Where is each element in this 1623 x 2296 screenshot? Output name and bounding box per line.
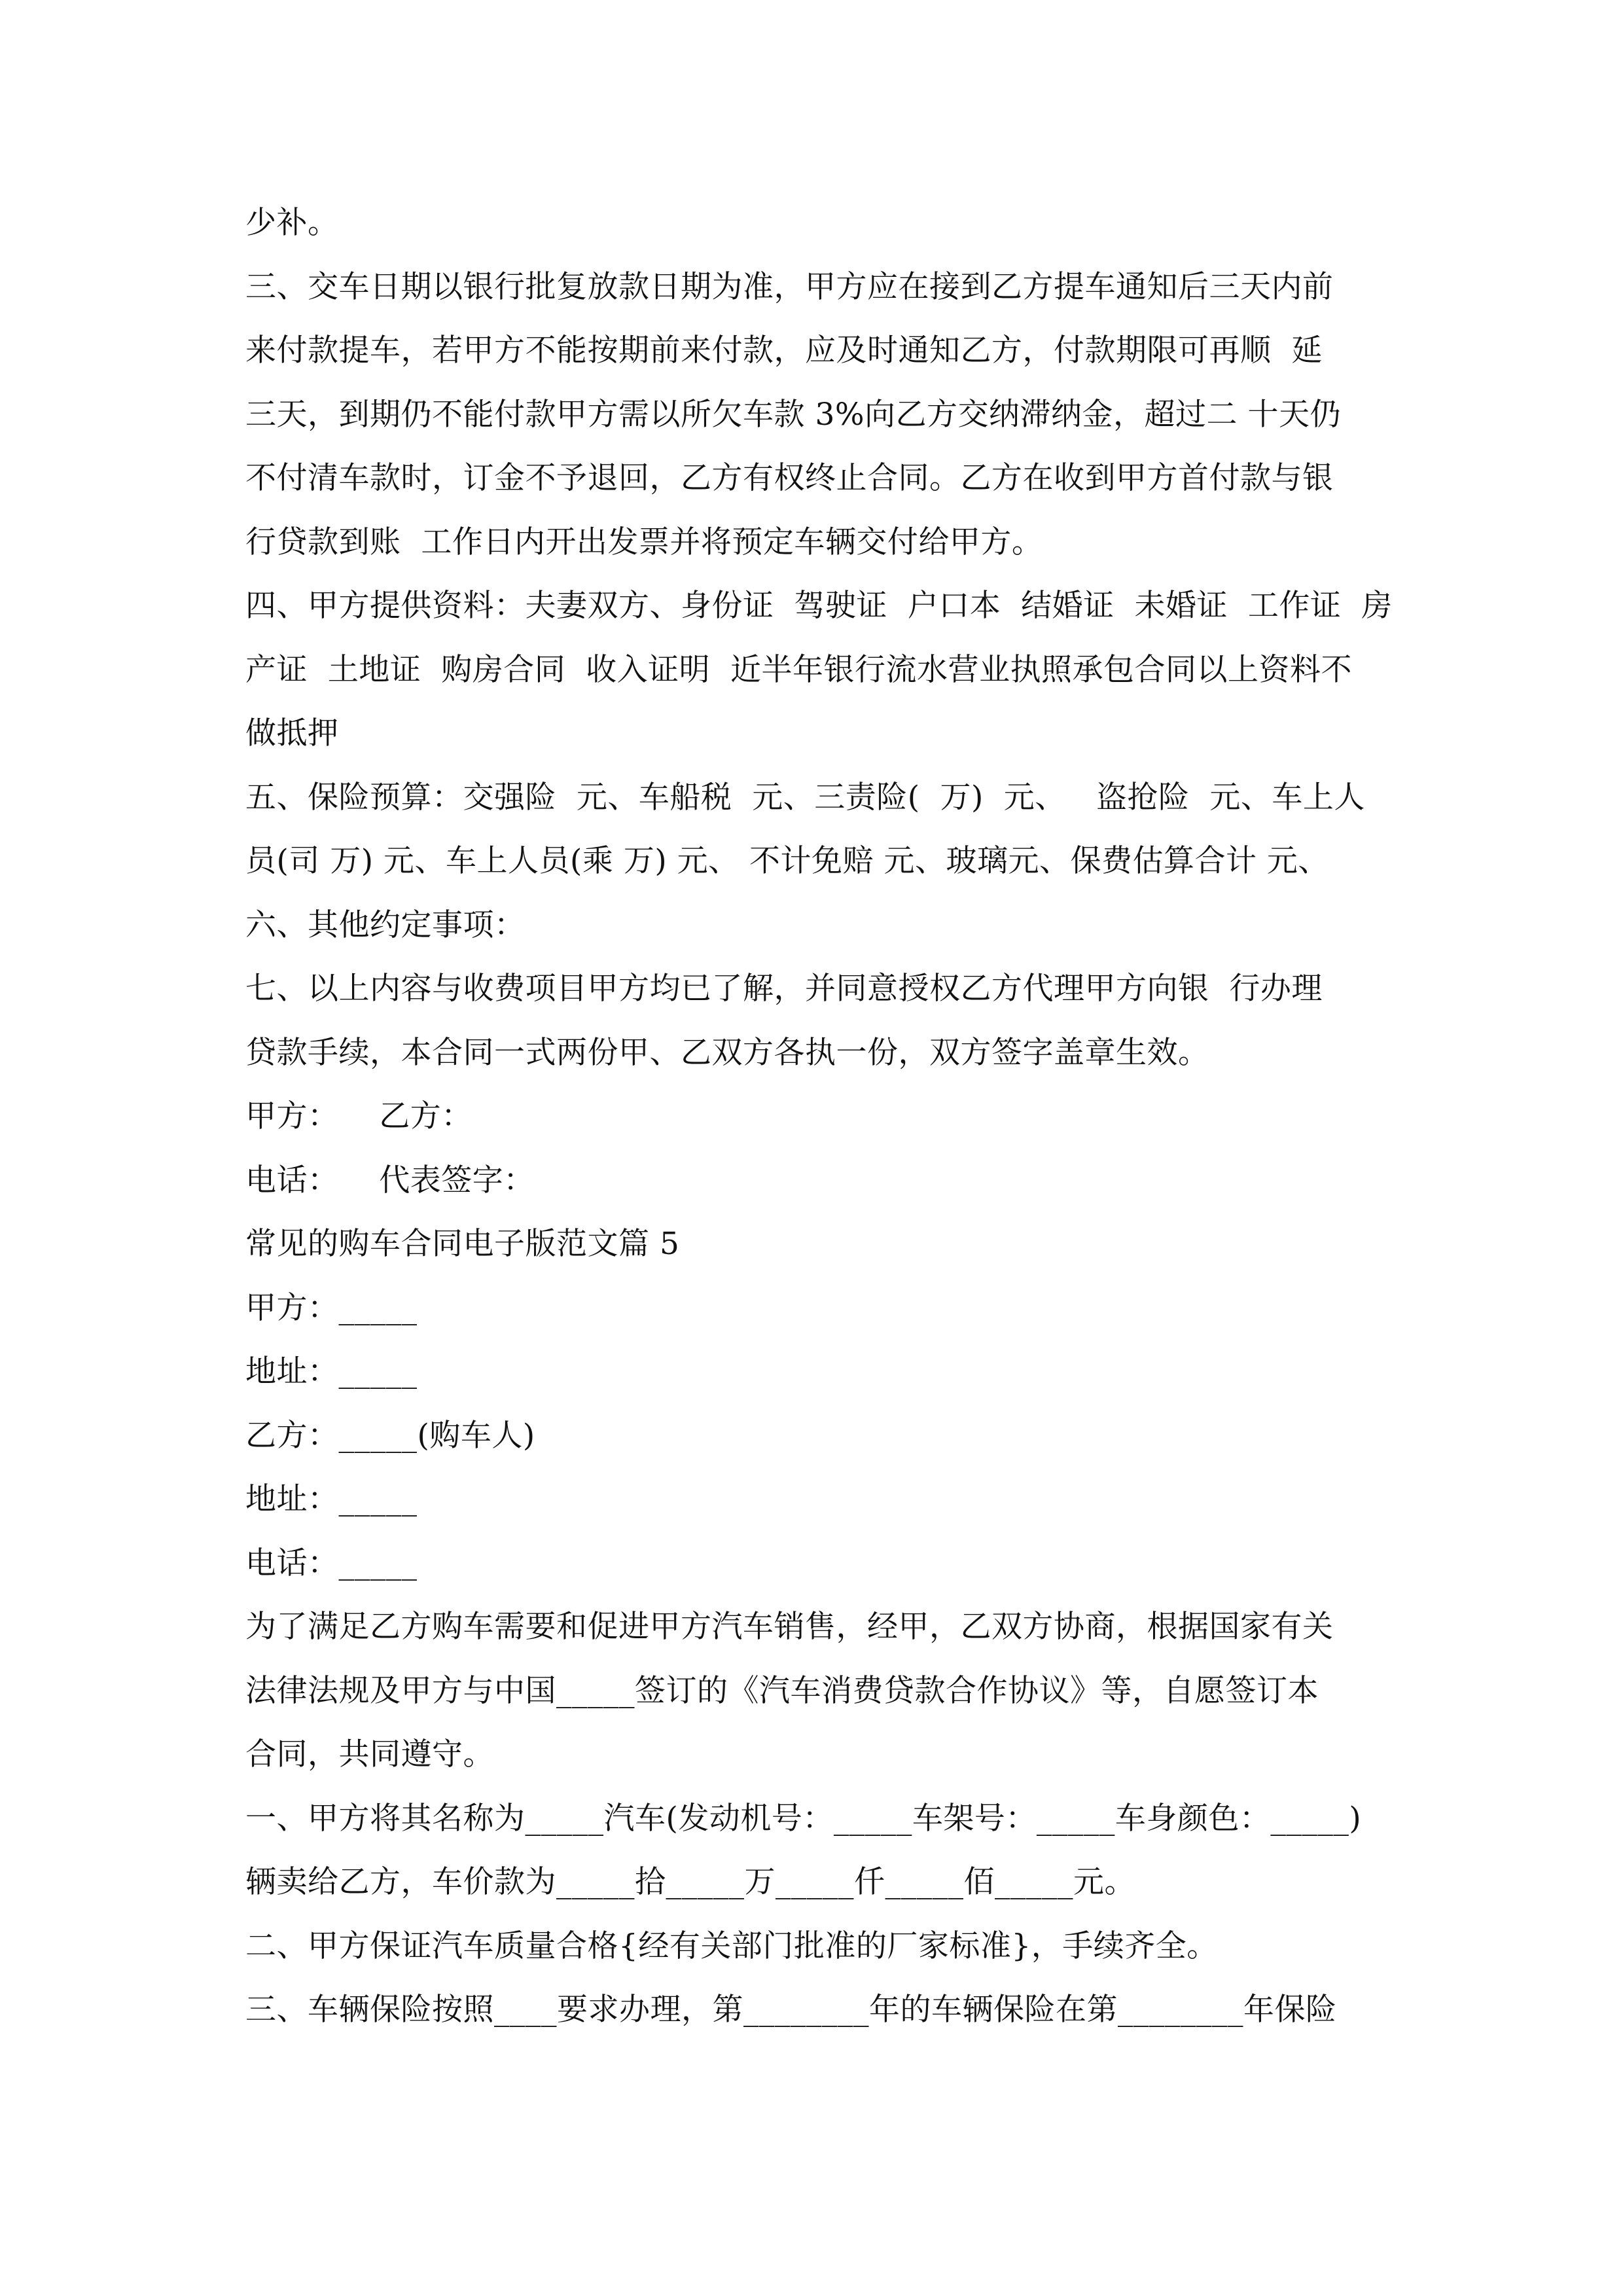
document-body [245,191,1393,2042]
text-line: 法律法规及甲方与中国_____签订的《汽车消费贷款合作协议》等，自愿签订本 [245,1672,1319,1709]
text-line: 四、甲方提供资料：夫妻双方、身份证 驾驶证 户口本 结婚证 未婚证 工作证 房 [245,588,1393,624]
text-line: 行贷款到账 工作日内开出发票并将预定车辆交付给甲方。 [245,524,1043,560]
text-line: 不付清车款时，订金不予退回，乙方有权终止合同。乙方在收到甲方首付款与银 [245,460,1334,496]
text-line: 电话： 代表签字： [245,1162,535,1198]
text-line: 地址：_____ [245,1481,418,1517]
text-line: 贷款手续，本合同一式两份甲、乙双方各执一份，双方签字盖章生效。 [245,1034,1209,1071]
text-line: 五、保险预算：交强险 元、车船税 元、三责险( 万) 元、 盗抢险 元、车上人 [245,779,1365,816]
text-line: 做抵押 [245,715,339,751]
text-line: 乙方：_____(购车人) [245,1417,535,1454]
text-line: 二、甲方保证汽车质量合格{经有关部门批准的厂家标准}，手续齐全。 [245,1928,1218,1964]
text-line: 为了满足乙方购车需要和促进甲方汽车销售，经甲，乙双方协商，根据国家有关 [245,1609,1334,1645]
text-line: 产证 土地证 购房合同 收入证明 近半年银行流水营业执照承包合同以上资料不 [245,651,1353,688]
text-line: 三、车辆保险按照____要求办理，第________年的车辆保险在第________年保险 [245,1992,1337,2028]
text-line: 电话：_____ [245,1545,418,1581]
text-line: 员(司 万) 元、车上人员(乘 万) 元、 不计免赔 元、玻璃元、保费估算合计 元、 [245,843,1329,879]
text-line: 合同，共同遵守。 [245,1736,494,1772]
text-line: 来付款提车，若甲方不能按期前来付款，应及时通知乙方，付款期限可再顺 延 [245,332,1323,368]
text-line: 甲方： 乙方： [245,1098,473,1134]
section-heading: 常见的购车合同电子版范文篇 5 [245,1226,680,1262]
text-line: 六、其他约定事项： [245,906,526,943]
text-line: 一、甲方将其名称为_____汽车(发动机号：_____车架号：_____车身颜色：_____) [245,1800,1362,1837]
text-line: 三天，到期仍不能付款甲方需以所欠车款 3%向乙方交纳滞纳金，超过二 十天仍 [245,396,1341,433]
text-line: 七、以上内容与收费项目甲方均已了解，并同意授权乙方代理甲方向银 行办理 [245,971,1323,1007]
text-line: 少补。 [245,205,339,241]
text-line: 辆卖给乙方，车价款为_____拾_____万_____仟_____佰_____元。 [245,1864,1135,1900]
text-line: 甲方：_____ [245,1289,418,1326]
text-line: 地址：_____ [245,1354,418,1390]
text-line: 三、交车日期以银行批复放款日期为准，甲方应在接到乙方提车通知后三天内前 [245,268,1334,305]
